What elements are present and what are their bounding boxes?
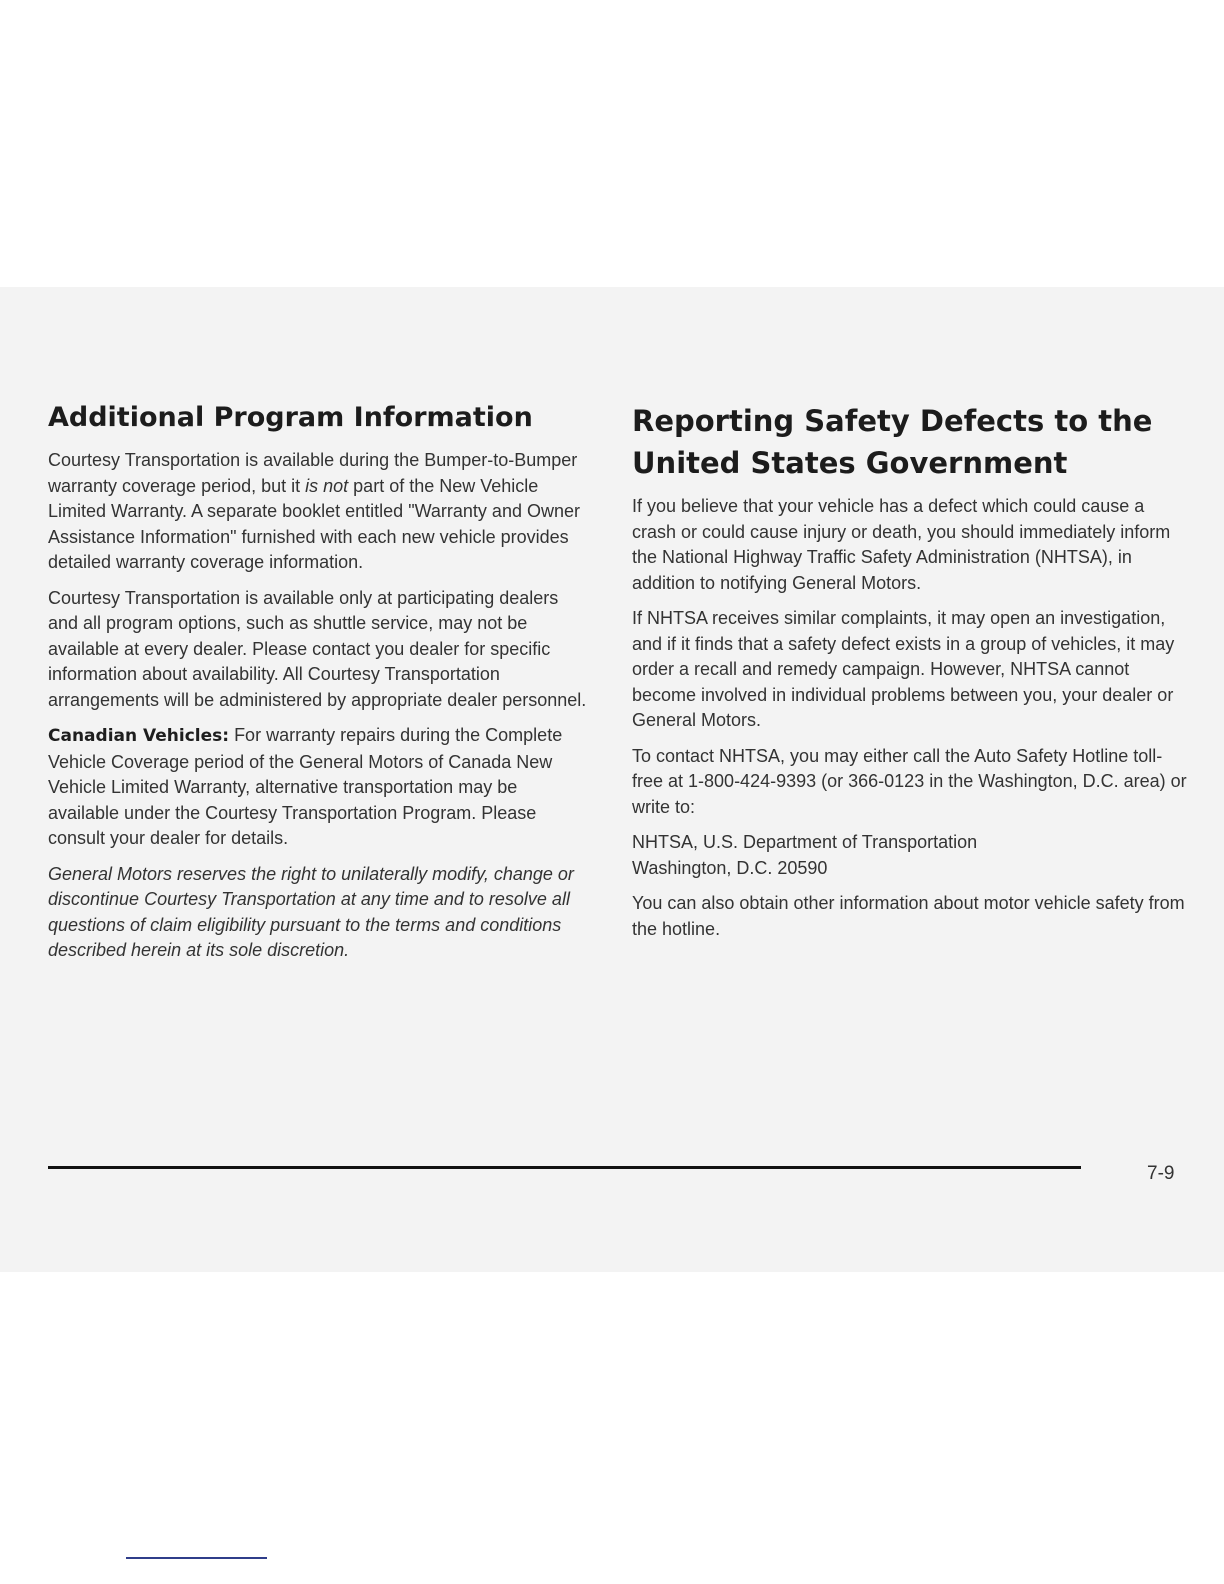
paragraph-participating-dealers: Courtesy Transportation is available only at participating dealers and all program options, such as shuttle service, may not be available at every dealer. Please contact you dealer for specific information about availability. All Courtesy Transportation arrangements will be administered by appropriate dealer personnel. [48,587,587,710]
nhtsa-address [632,830,1187,881]
address-line: NHTSA, U.S. Department of Transportation [632,832,978,852]
paragraph-believe-defect: If you believe that your vehicle has a defect which could cause a crash or could cause injury or death, you should immediately inform the National Highway Traffic Safety Administration (NHTSA), in addition to notifying General Motors. [632,496,1171,593]
additional-program-section [48,400,593,974]
paragraph-courtesy-warranty [48,448,593,576]
paragraph-gm-reserves [48,862,593,964]
paragraph-hotline-info: You can also obtain other information about motor vehicle safety from the hotline. [632,893,1185,939]
emphasis-text: General Motors reserves the right to unilaterally modify, change or discontinue Courtesy Transportation at any time and to resolve all questions of claim eligibility pursuant to the terms and conditions described herein at its sole discretion. [48,863,574,960]
footer-rule [48,1166,1081,1169]
paragraph-text: Courtesy Transportation is available during the Bumper-to-Bumper warranty coverage period, but it [48,450,578,496]
section-heading: Additional Program Information [48,402,533,433]
paragraph-nhtsa-complaints: If NHTSA receives similar complaints, it may open an investigation, and if it finds that a safety defect exists in a group of vehicles, it may order a recall and remedy campaign. However, NHTSA cannot become involved in individual problems between you, your dealer or General Motors. [632,608,1175,730]
bottom-underline [126,1557,267,1559]
page-number: 7-9 [1147,1163,1175,1184]
paragraph-canadian-vehicles [48,723,593,852]
section-heading: Reporting Safety Defects to the United States Government [632,404,1153,480]
paragraph-text: For warranty repairs during the Complete Vehicle Coverage period of the General Motors of Canada New Vehicle Limited Warranty, alternative transportation may be available under the Courtesy Transportation Program. Please consult your dealer for details. [48,725,563,848]
paragraph-text: part of the New Vehicle Limited Warranty. A separate booklet entitled "Warranty and Owner Assistance Information" furnished with each new vehicle provides detailed warranty coverage information. [48,475,580,572]
paragraph-contact-nhtsa: To contact NHTSA, you may either call the Auto Safety Hotline toll-free at 1-800-424-9393 (or 366-0123 in the Washington, D.C. area) or write to: [632,745,1187,817]
canadian-vehicles-label: Canadian Vehicles: [48,726,230,746]
address-line: Washington, D.C. 20590 [632,857,828,878]
safety-defects-section [632,400,1187,952]
emphasis-text: is not [305,475,349,496]
